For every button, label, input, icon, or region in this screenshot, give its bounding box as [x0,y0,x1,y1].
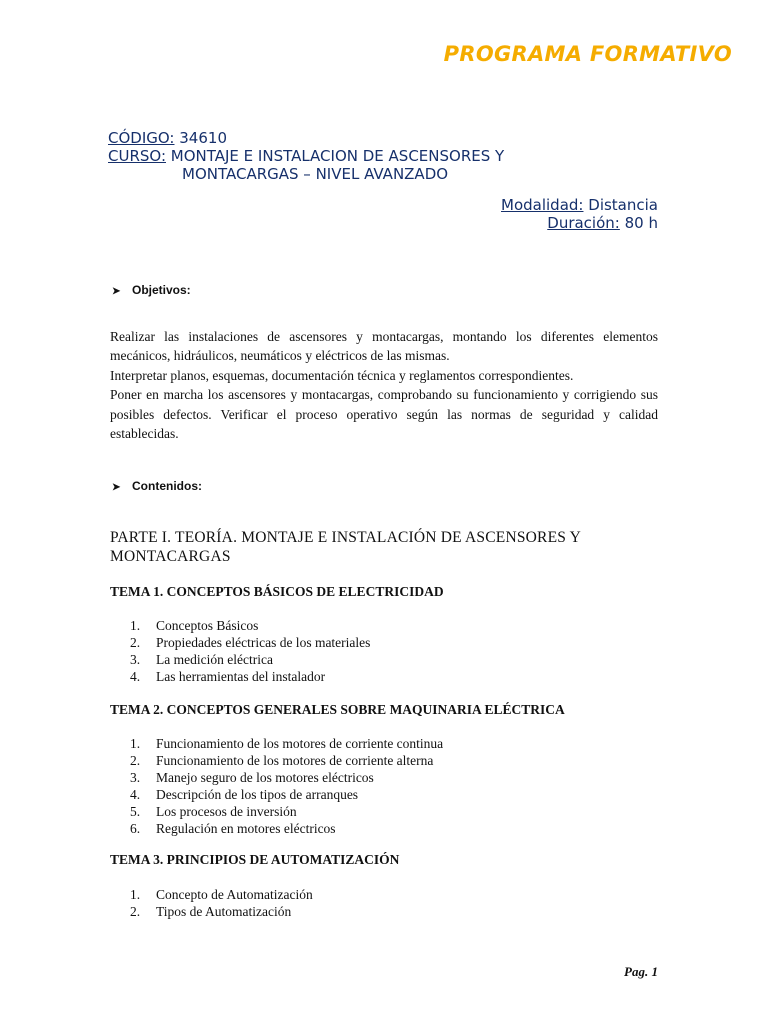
list-item [130,820,443,837]
contents-heading [112,479,202,493]
list-item-text: Concepto de Automatización [156,887,313,902]
duration-value: 80 h [624,214,658,232]
modality-value: Distancia [588,196,658,214]
objectives-paragraph: Interpretar planos, esquemas, documentación técnica y reglamentos correspondientes. [110,367,574,383]
list-item-text: Regulación en motores eléctricos [156,821,336,836]
course-name-label: CURSO: [108,147,166,165]
list-item-number: 1. [130,887,141,902]
course-code-line [108,129,658,147]
list-item-text: Conceptos Básicos [156,618,259,633]
list-item-text: Tipos de Automatización [156,904,292,919]
list-item-text: Funcionamiento de los motores de corriente continua [156,736,444,751]
list-item-number: 5. [130,804,141,819]
tema-title: TEMA 2. CONCEPTOS GENERALES SOBRE MAQUINARIA ELÉCTRICA [110,702,565,717]
list-item [130,668,370,685]
list-item-number: 3. [130,652,141,667]
list-item-number: 4. [130,787,141,802]
list-item-number: 1. [130,736,141,751]
list-item-number: 6. [130,821,141,836]
duration-label: Duración: [547,214,620,232]
list-item-text: Los procesos de inversión [156,804,297,819]
course-duration-line [108,214,658,232]
list-item-text: Propiedades eléctricas de los materiales [156,635,371,650]
course-code-label: CÓDIGO: [108,129,175,147]
list-item-number: 3. [130,770,141,785]
list-item-text: Las herramientas del instalador [156,669,326,684]
list-item-text: Descripción de los tipos de arranques [156,787,359,802]
course-name-value-line2: MONTACARGAS – NIVEL AVANZADO [182,165,449,183]
course-code-value: 34610 [179,129,227,147]
list-item-text: Funcionamiento de los motores de corriente alterna [156,753,434,768]
list-item [130,617,370,634]
list-item [130,634,370,651]
list-item-number: 4. [130,669,141,684]
objectives-paragraph: Realizar las instalaciones de ascensores y montacargas, montando los diferentes elementos mecánicos, hidráulicos, neumáticos y eléctricos de las mismas. [110,329,658,364]
list-item [130,786,443,803]
arrowhead-bullet-icon: ➤ [112,482,121,493]
list-item [130,903,313,920]
list-item [130,886,313,903]
tema-3-list [130,886,313,920]
list-item-number: 2. [130,753,141,768]
tema-title: TEMA 1. CONCEPTOS BÁSICOS DE ELECTRICIDAD [110,584,444,599]
objectives-heading [112,283,191,297]
list-item [130,803,443,820]
contents-heading-text: Contenidos: [132,479,202,493]
tema-1-list [130,617,370,685]
arrowhead-bullet-icon: ➤ [112,286,121,297]
tema-2-list [130,735,443,837]
objectives-paragraph: Poner en marcha los ascensores y montacargas, comprobando su funcionamiento y corrigiendo sus posibles defectos. Verificar el proceso operativo según las normas de seguridad y calidad establecidas. [110,387,658,442]
tema-title: TEMA 3. PRINCIPIOS DE AUTOMATIZACIÓN [110,852,400,867]
page-number: Pag. 1 [624,964,658,979]
list-item [130,752,443,769]
list-item-text: La medición eléctrica [156,652,273,667]
course-modality-line [108,196,658,214]
list-item [130,651,370,668]
objectives-body [110,327,658,443]
page-header-title: PROGRAMA FORMATIVO [443,42,732,66]
part-title: PARTE I. TEORÍA. MONTAJE E INSTALACIÓN DE ASCENSORES Y MONTACARGAS [110,529,581,565]
course-name-line [108,147,658,165]
list-item-number: 2. [130,904,141,919]
list-item [130,735,443,752]
modality-label: Modalidad: [501,196,584,214]
list-item-text: Manejo seguro de los motores eléctricos [156,770,374,785]
course-name-value-line1: MONTAJE E INSTALACION DE ASCENSORES Y [170,147,505,165]
list-item-number: 2. [130,635,141,650]
list-item-number: 1. [130,618,141,633]
list-item [130,769,443,786]
objectives-heading-text: Objetivos: [132,283,191,297]
course-info [108,129,658,232]
